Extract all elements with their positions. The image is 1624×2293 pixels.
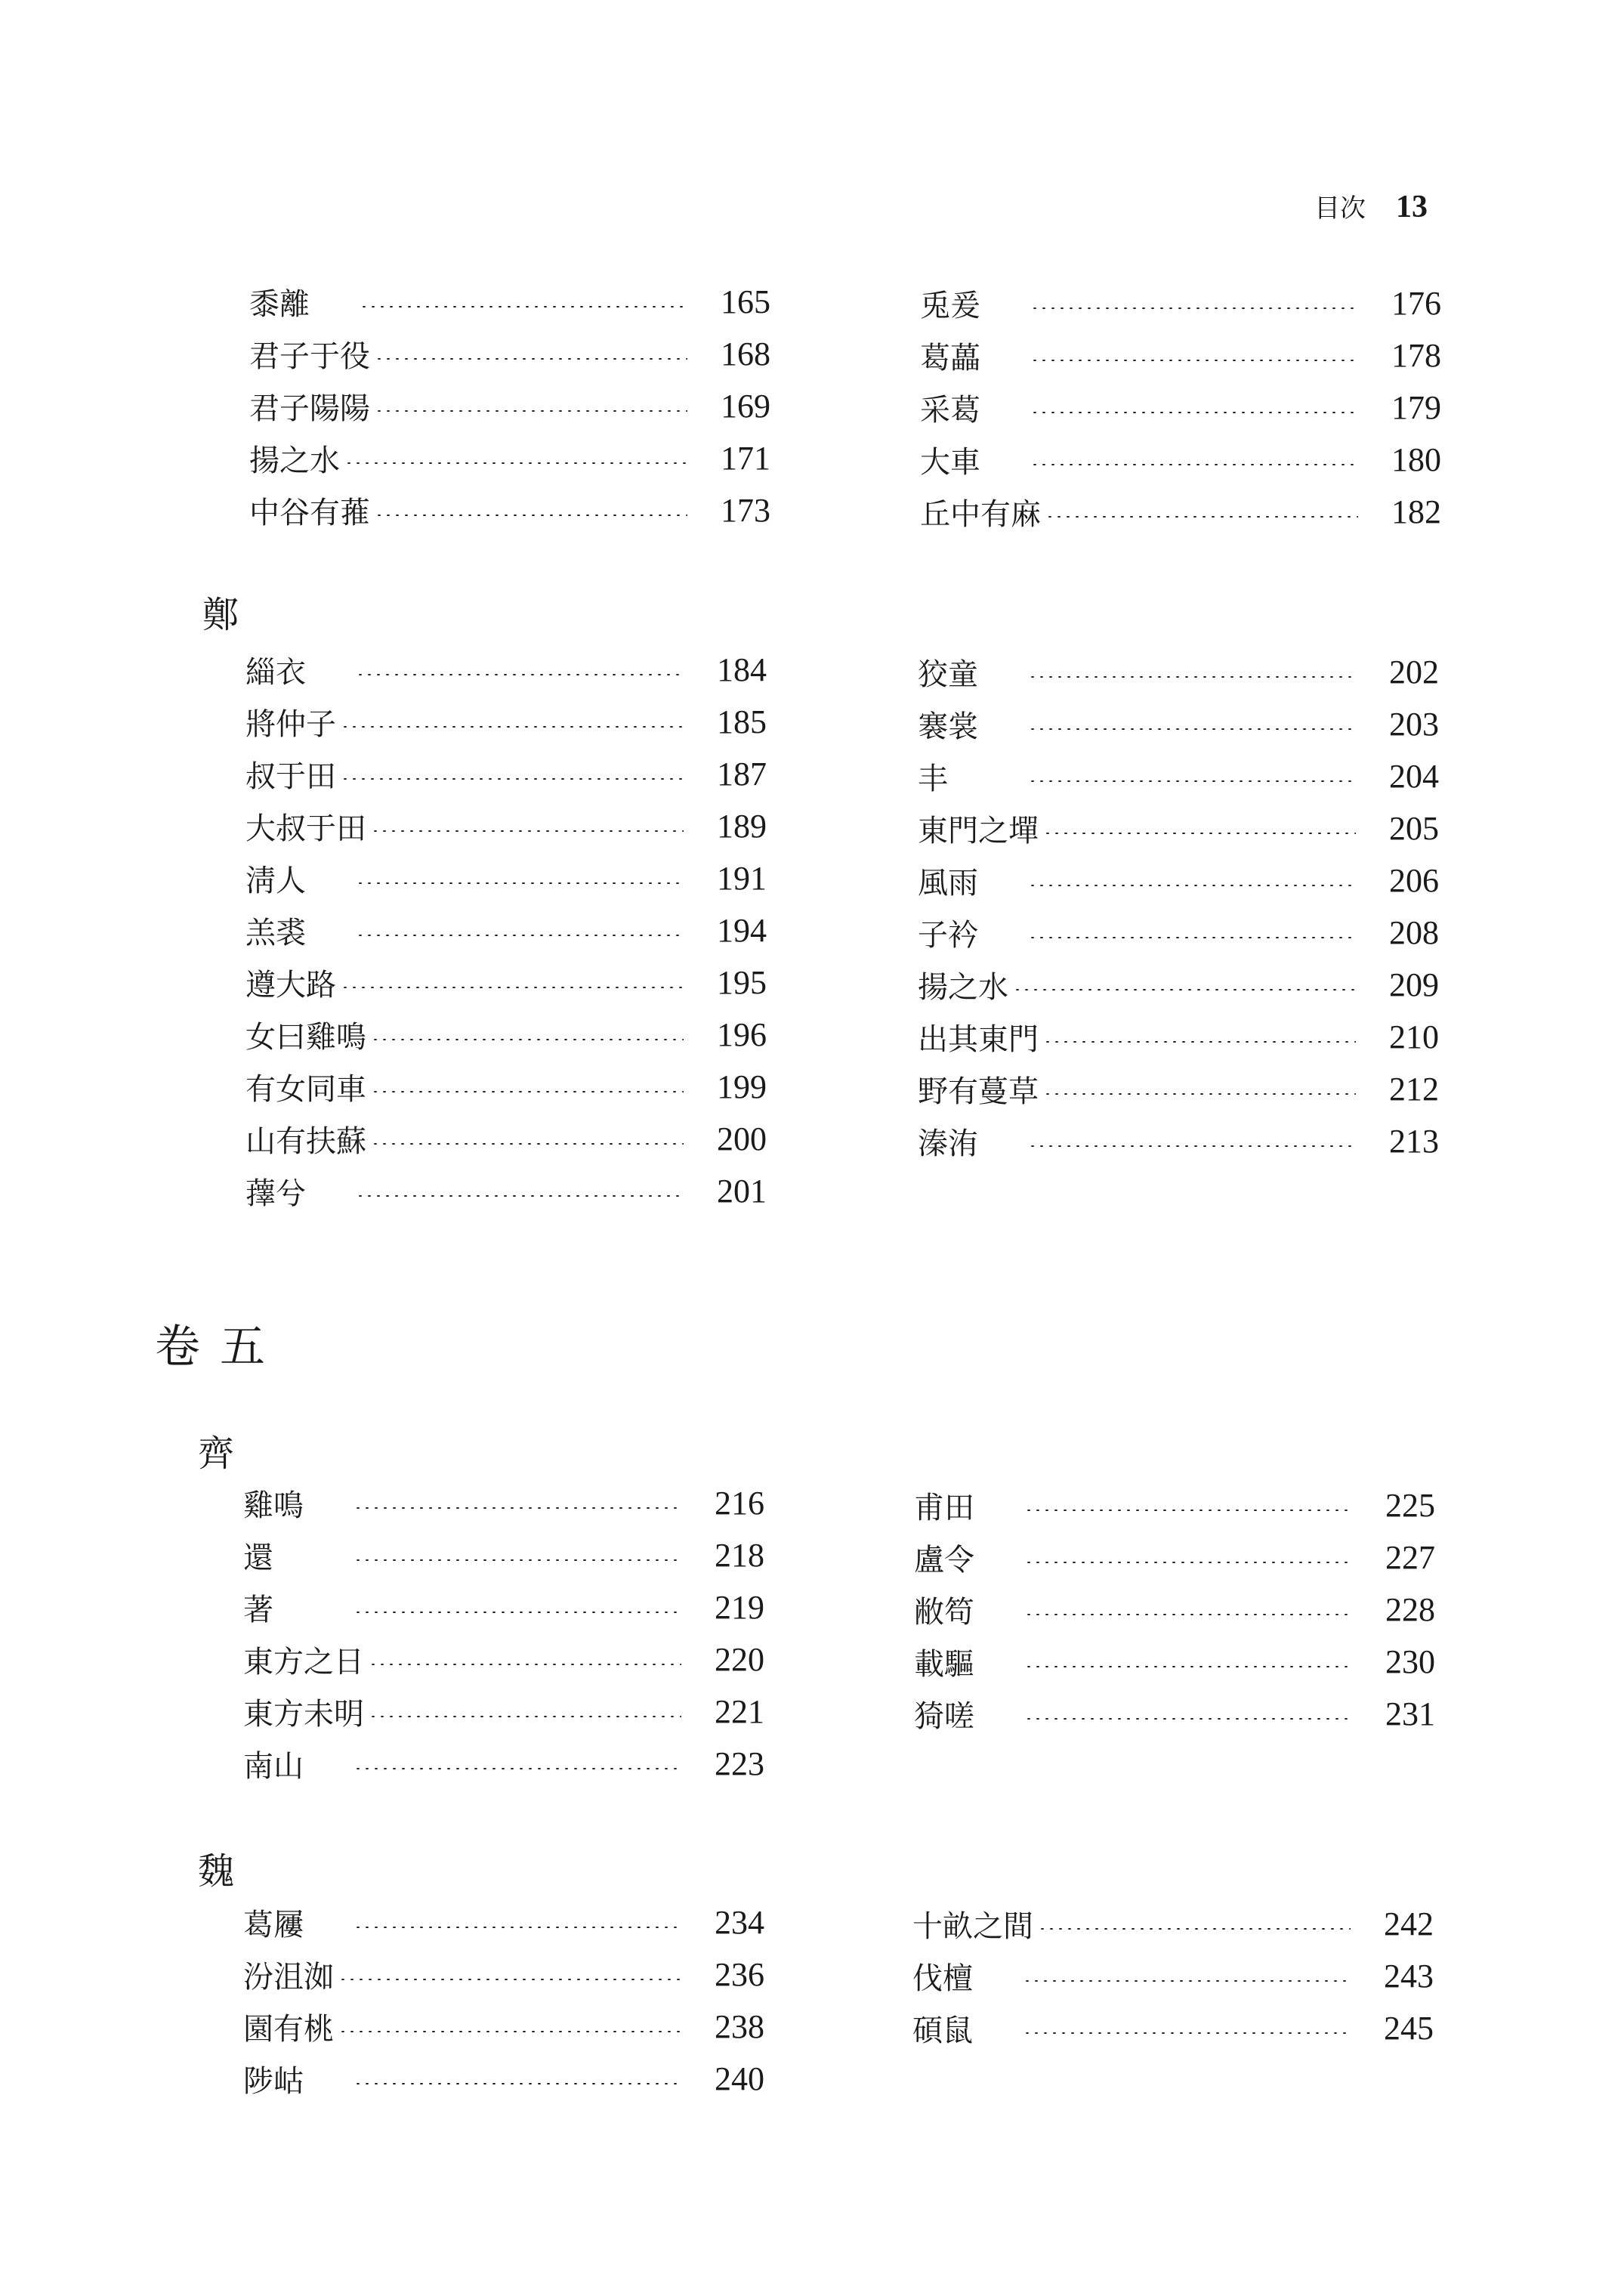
toc-zheng-left xyxy=(245,644,767,1217)
entry-title: 園有桃 xyxy=(243,2012,334,2047)
entry-title: 丰 xyxy=(918,762,948,796)
entry-page: 245 xyxy=(1384,2010,1434,2047)
toc-entry xyxy=(912,1950,1434,2002)
entry-page: 168 xyxy=(721,335,770,372)
entry-page: 242 xyxy=(1384,1905,1434,1942)
dot-leader xyxy=(375,358,687,360)
toc-entry xyxy=(914,1479,1435,1531)
dot-leader xyxy=(354,1927,681,1928)
dot-leader xyxy=(371,1143,684,1145)
entry-title: 盧令 xyxy=(914,1543,974,1578)
dot-leader xyxy=(1013,989,1356,990)
entry-page: 195 xyxy=(717,964,767,1001)
dot-leader xyxy=(356,1195,684,1197)
dot-leader xyxy=(1028,780,1356,782)
entry-page: 178 xyxy=(1391,337,1441,374)
entry-title: 東方之日 xyxy=(243,1645,364,1680)
entry-title: 采葛 xyxy=(920,393,980,428)
entry-page: 179 xyxy=(1391,389,1441,426)
entry-title: 敝笱 xyxy=(914,1595,974,1630)
dot-leader xyxy=(1028,676,1356,678)
toc-entry xyxy=(245,800,767,852)
entry-title: 東方未明 xyxy=(243,1697,364,1732)
entry-title: 出其東門 xyxy=(918,1022,1039,1057)
toc-zheng-right xyxy=(918,646,1439,1167)
entry-page: 196 xyxy=(717,1016,767,1053)
dot-leader xyxy=(371,830,684,832)
toc-wang-right xyxy=(920,277,1441,538)
toc-entry xyxy=(918,646,1439,698)
entry-title: 甫田 xyxy=(914,1491,974,1525)
entry-title: 揚之水 xyxy=(249,443,340,478)
entry-title: 蘀兮 xyxy=(245,1176,306,1211)
entry-page: 228 xyxy=(1385,1591,1435,1628)
toc-entry xyxy=(245,956,767,1009)
entry-title: 野有蔓草 xyxy=(918,1074,1039,1109)
section-title-qi: 齊 xyxy=(198,1432,235,1475)
entry-page: 219 xyxy=(715,1589,764,1626)
toc-qi-left xyxy=(243,1477,764,1790)
entry-title: 風雨 xyxy=(918,866,978,901)
dot-leader xyxy=(1028,1145,1356,1147)
entry-page: 204 xyxy=(1389,758,1439,795)
entry-page: 187 xyxy=(717,756,767,793)
entry-page: 202 xyxy=(1389,654,1439,691)
toc-entry xyxy=(912,1898,1434,1950)
dot-leader xyxy=(354,1768,681,1769)
toc-entry xyxy=(912,2002,1434,2054)
dot-leader xyxy=(1023,2032,1351,2034)
entry-title: 山有扶蘇 xyxy=(245,1124,366,1159)
entry-title: 猗嗟 xyxy=(914,1699,974,1734)
entry-page: 201 xyxy=(717,1173,767,1210)
entry-title: 碩鼠 xyxy=(912,2013,973,2048)
toc-entry xyxy=(918,698,1439,750)
toc-entry xyxy=(245,904,767,956)
entry-page: 208 xyxy=(1389,914,1439,951)
dot-leader xyxy=(1028,937,1356,938)
entry-page: 200 xyxy=(717,1120,767,1157)
entry-page: 176 xyxy=(1391,285,1441,322)
entry-title: 緇衣 xyxy=(245,655,306,690)
toc-entry xyxy=(245,852,767,904)
page-header xyxy=(1314,187,1428,225)
toc-entry xyxy=(918,907,1439,959)
entry-page: 182 xyxy=(1391,493,1441,530)
dot-leader xyxy=(375,515,687,516)
entry-title: 褰裳 xyxy=(918,709,978,744)
dot-leader xyxy=(1030,360,1358,361)
entry-page: 189 xyxy=(717,808,767,845)
entry-title: 黍離 xyxy=(249,287,310,322)
entry-page: 199 xyxy=(717,1068,767,1105)
entry-title: 南山 xyxy=(243,1749,304,1784)
entry-page: 171 xyxy=(721,440,770,477)
entry-title: 東門之墠 xyxy=(918,814,1039,848)
entry-page: 209 xyxy=(1389,966,1439,1003)
entry-page: 238 xyxy=(715,2008,764,2045)
entry-page: 212 xyxy=(1389,1071,1439,1108)
toc-qi-right xyxy=(914,1479,1435,1740)
toc-entry xyxy=(920,434,1441,486)
entry-title: 女曰雞鳴 xyxy=(245,1020,366,1055)
toc-entry xyxy=(245,696,767,748)
toc-entry xyxy=(243,1581,764,1633)
entry-title: 淸人 xyxy=(245,864,306,898)
toc-entry xyxy=(249,276,770,328)
dot-leader xyxy=(1030,412,1358,413)
toc-entry xyxy=(245,748,767,800)
entry-title: 著 xyxy=(243,1593,273,1627)
entry-page: 169 xyxy=(721,388,770,425)
entry-page: 220 xyxy=(715,1641,764,1678)
entry-page: 173 xyxy=(721,492,770,529)
dot-leader xyxy=(338,2031,681,2032)
entry-title: 十畝之間 xyxy=(912,1909,1033,1944)
entry-page: 191 xyxy=(717,860,767,897)
toc-entry xyxy=(243,1686,764,1738)
entry-title: 葛藟 xyxy=(920,341,980,375)
toc-wei-right xyxy=(912,1898,1434,2054)
toc-entry xyxy=(243,1738,764,1790)
entry-title: 丘中有麻 xyxy=(920,497,1041,532)
dot-leader xyxy=(1038,1928,1351,1930)
entry-page: 231 xyxy=(1385,1695,1435,1732)
toc-entry xyxy=(243,1529,764,1581)
dot-leader xyxy=(1028,728,1356,730)
toc-entry xyxy=(243,2053,764,2105)
toc-entry xyxy=(245,1165,767,1217)
dot-leader xyxy=(354,2083,681,2084)
entry-title: 將仲子 xyxy=(245,707,336,742)
toc-entry xyxy=(249,328,770,380)
entry-page: 203 xyxy=(1389,706,1439,743)
toc-entry xyxy=(243,1896,764,1948)
entry-title: 有女同車 xyxy=(245,1072,366,1107)
entry-page: 243 xyxy=(1384,1958,1434,1995)
toc-entry xyxy=(249,432,770,484)
dot-leader xyxy=(371,1039,684,1040)
toc-entry xyxy=(918,1063,1439,1115)
entry-title: 子衿 xyxy=(918,918,978,953)
dot-leader xyxy=(1024,1614,1352,1615)
dot-leader xyxy=(341,778,684,780)
dot-leader xyxy=(356,882,684,884)
dot-leader xyxy=(354,1507,681,1509)
dot-leader xyxy=(354,1612,681,1613)
dot-leader xyxy=(375,410,687,412)
entry-title: 葛屨 xyxy=(243,1908,304,1942)
entry-page: 223 xyxy=(715,1745,764,1782)
entry-page: 236 xyxy=(715,1956,764,1993)
toc-entry xyxy=(243,1948,764,2001)
entry-title: 兎爰 xyxy=(920,289,980,323)
entry-title: 雞鳴 xyxy=(243,1488,304,1523)
toc-entry xyxy=(918,802,1439,854)
entry-title: 伐檀 xyxy=(912,1961,973,1996)
toc-entry xyxy=(914,1688,1435,1740)
dot-leader xyxy=(341,726,684,728)
entry-title: 君子陽陽 xyxy=(249,391,370,426)
dot-leader xyxy=(1024,1510,1352,1511)
entry-title: 還 xyxy=(243,1541,273,1575)
dot-leader xyxy=(1024,1562,1352,1563)
toc-entry xyxy=(245,1009,767,1061)
entry-page: 210 xyxy=(1389,1018,1439,1055)
dot-leader xyxy=(360,306,687,307)
dot-leader xyxy=(1043,833,1356,834)
entry-page: 225 xyxy=(1385,1487,1435,1524)
entry-page: 180 xyxy=(1391,441,1441,478)
toc-entry xyxy=(914,1531,1435,1584)
entry-page: 165 xyxy=(721,283,770,320)
toc-entry xyxy=(245,1113,767,1165)
entry-title: 羔裘 xyxy=(245,916,306,950)
toc-entry xyxy=(243,1477,764,1529)
dot-leader xyxy=(1024,1718,1352,1720)
header-label: 目次 xyxy=(1314,193,1366,224)
entry-page: 213 xyxy=(1389,1123,1439,1160)
entry-title: 汾沮洳 xyxy=(243,1960,334,1995)
entry-page: 205 xyxy=(1389,810,1439,847)
dot-leader xyxy=(1023,1980,1351,1982)
entry-page: 227 xyxy=(1385,1539,1435,1576)
dot-leader xyxy=(356,674,684,675)
dot-leader xyxy=(1045,516,1358,518)
toc-entry xyxy=(918,1011,1439,1063)
toc-entry xyxy=(245,1061,767,1113)
toc-entry xyxy=(918,1115,1439,1167)
entry-title: 叔于田 xyxy=(245,759,336,794)
entry-page: 206 xyxy=(1389,862,1439,899)
toc-entry xyxy=(918,854,1439,907)
toc-wang-left xyxy=(249,276,770,536)
entry-page: 234 xyxy=(715,1904,764,1941)
toc-entry xyxy=(920,382,1441,434)
dot-leader xyxy=(1030,464,1358,465)
entry-title: 溱洧 xyxy=(918,1126,978,1161)
entry-page: 230 xyxy=(1385,1643,1435,1680)
toc-entry xyxy=(920,329,1441,382)
dot-leader xyxy=(354,1559,681,1561)
dot-leader xyxy=(1043,1093,1356,1095)
entry-page: 240 xyxy=(715,2060,764,2097)
entry-title: 揚之水 xyxy=(918,970,1008,1005)
entry-title: 大車 xyxy=(920,445,980,480)
dot-leader xyxy=(1028,885,1356,886)
entry-page: 221 xyxy=(715,1693,764,1730)
section-title-wei: 魏 xyxy=(198,1850,235,1893)
dot-leader xyxy=(1043,1041,1356,1043)
dot-leader xyxy=(356,935,684,936)
entry-page: 194 xyxy=(717,912,767,949)
entry-page: 185 xyxy=(717,703,767,740)
entry-page: 184 xyxy=(717,651,767,688)
toc-entry xyxy=(249,484,770,536)
dot-leader xyxy=(369,1716,681,1717)
entry-title: 君子于役 xyxy=(249,339,370,374)
dot-leader xyxy=(1030,307,1358,309)
entry-page: 216 xyxy=(715,1485,764,1522)
toc-entry xyxy=(918,959,1439,1011)
toc-entry xyxy=(914,1636,1435,1688)
toc-entry xyxy=(920,486,1441,538)
toc-entry xyxy=(914,1584,1435,1636)
toc-entry xyxy=(243,1633,764,1686)
toc-entry xyxy=(918,750,1439,802)
dot-leader xyxy=(1024,1666,1352,1667)
toc-entry xyxy=(245,644,767,696)
dot-leader xyxy=(344,462,687,464)
entry-page: 218 xyxy=(715,1537,764,1574)
dot-leader xyxy=(341,987,684,988)
toc-entry xyxy=(920,277,1441,329)
dot-leader xyxy=(369,1664,681,1665)
entry-title: 大叔于田 xyxy=(245,811,366,846)
entry-title: 狡童 xyxy=(918,657,978,692)
page-number: 13 xyxy=(1396,190,1428,224)
entry-title: 中谷有蓷 xyxy=(249,496,370,530)
section-title-zheng: 鄭 xyxy=(202,594,239,636)
toc-wei-left xyxy=(243,1896,764,2105)
toc-entry xyxy=(249,380,770,432)
dot-leader xyxy=(371,1091,684,1092)
toc-entry xyxy=(243,2001,764,2053)
entry-title: 遵大路 xyxy=(245,968,336,1003)
volume-title: 卷五 xyxy=(155,1321,285,1374)
entry-title: 載驅 xyxy=(914,1647,974,1682)
entry-title: 陟岵 xyxy=(243,2064,304,2099)
dot-leader xyxy=(338,1979,681,1980)
